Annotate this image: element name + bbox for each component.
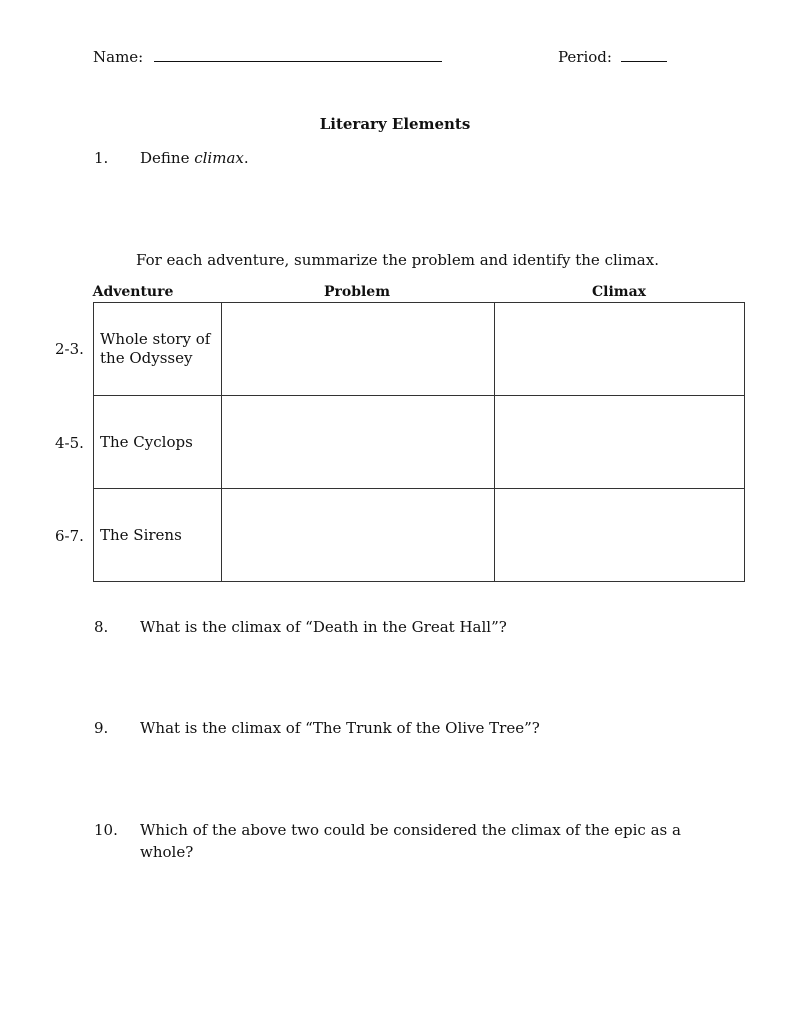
table-row [94,303,745,396]
question-8-number: 8. [94,618,109,636]
question-1-term: climax [194,149,244,167]
problem-cell[interactable] [222,396,495,489]
question-1-text [140,149,249,167]
problem-cell[interactable] [222,303,495,396]
name-blank[interactable] [154,47,442,62]
row-number: 4-5. [55,434,84,452]
question-9-text: What is the climax of “The Trunk of the Olive Tree”? [140,719,540,737]
question-9-number: 9. [94,719,109,737]
adventure-cell [94,303,222,396]
climax-cell[interactable] [495,489,745,582]
table-row [94,489,745,582]
adventure-label: Whole story of the Odyssey [100,330,211,367]
column-header-adventure: Adventure [92,284,174,300]
row-number: 6-7. [55,527,84,545]
adventure-cell [94,489,222,582]
climax-cell[interactable] [495,396,745,489]
adventure-label: The Sirens [100,525,182,544]
name-label: Name: [93,48,144,66]
period-blank[interactable] [621,47,667,62]
climax-cell[interactable] [495,303,745,396]
name-field [93,47,442,66]
question-1-number: 1. [94,149,109,167]
question-10-number: 10. [94,821,118,839]
row-number: 2-3. [55,340,84,358]
question-1-suffix: . [243,149,249,167]
column-header-problem: Problem [323,284,391,300]
question-8-text: What is the climax of “Death in the Great Hall”? [140,618,507,636]
table-row [94,396,745,489]
adventure-cell [94,396,222,489]
problem-cell[interactable] [222,489,495,582]
question-1-prefix: Define [140,149,195,167]
question-10-text: Which of the above two could be considered the climax of the epic as a whole? [140,821,681,861]
column-header-climax: Climax [591,284,647,300]
page-title: Literary Elements [319,115,471,133]
adventure-table [93,302,745,582]
period-field [558,47,667,66]
adventure-label: The Cyclops [100,432,193,451]
table-instructions: For each adventure, summarize the problem and identify the climax. [136,251,659,269]
period-label: Period: [558,48,612,66]
